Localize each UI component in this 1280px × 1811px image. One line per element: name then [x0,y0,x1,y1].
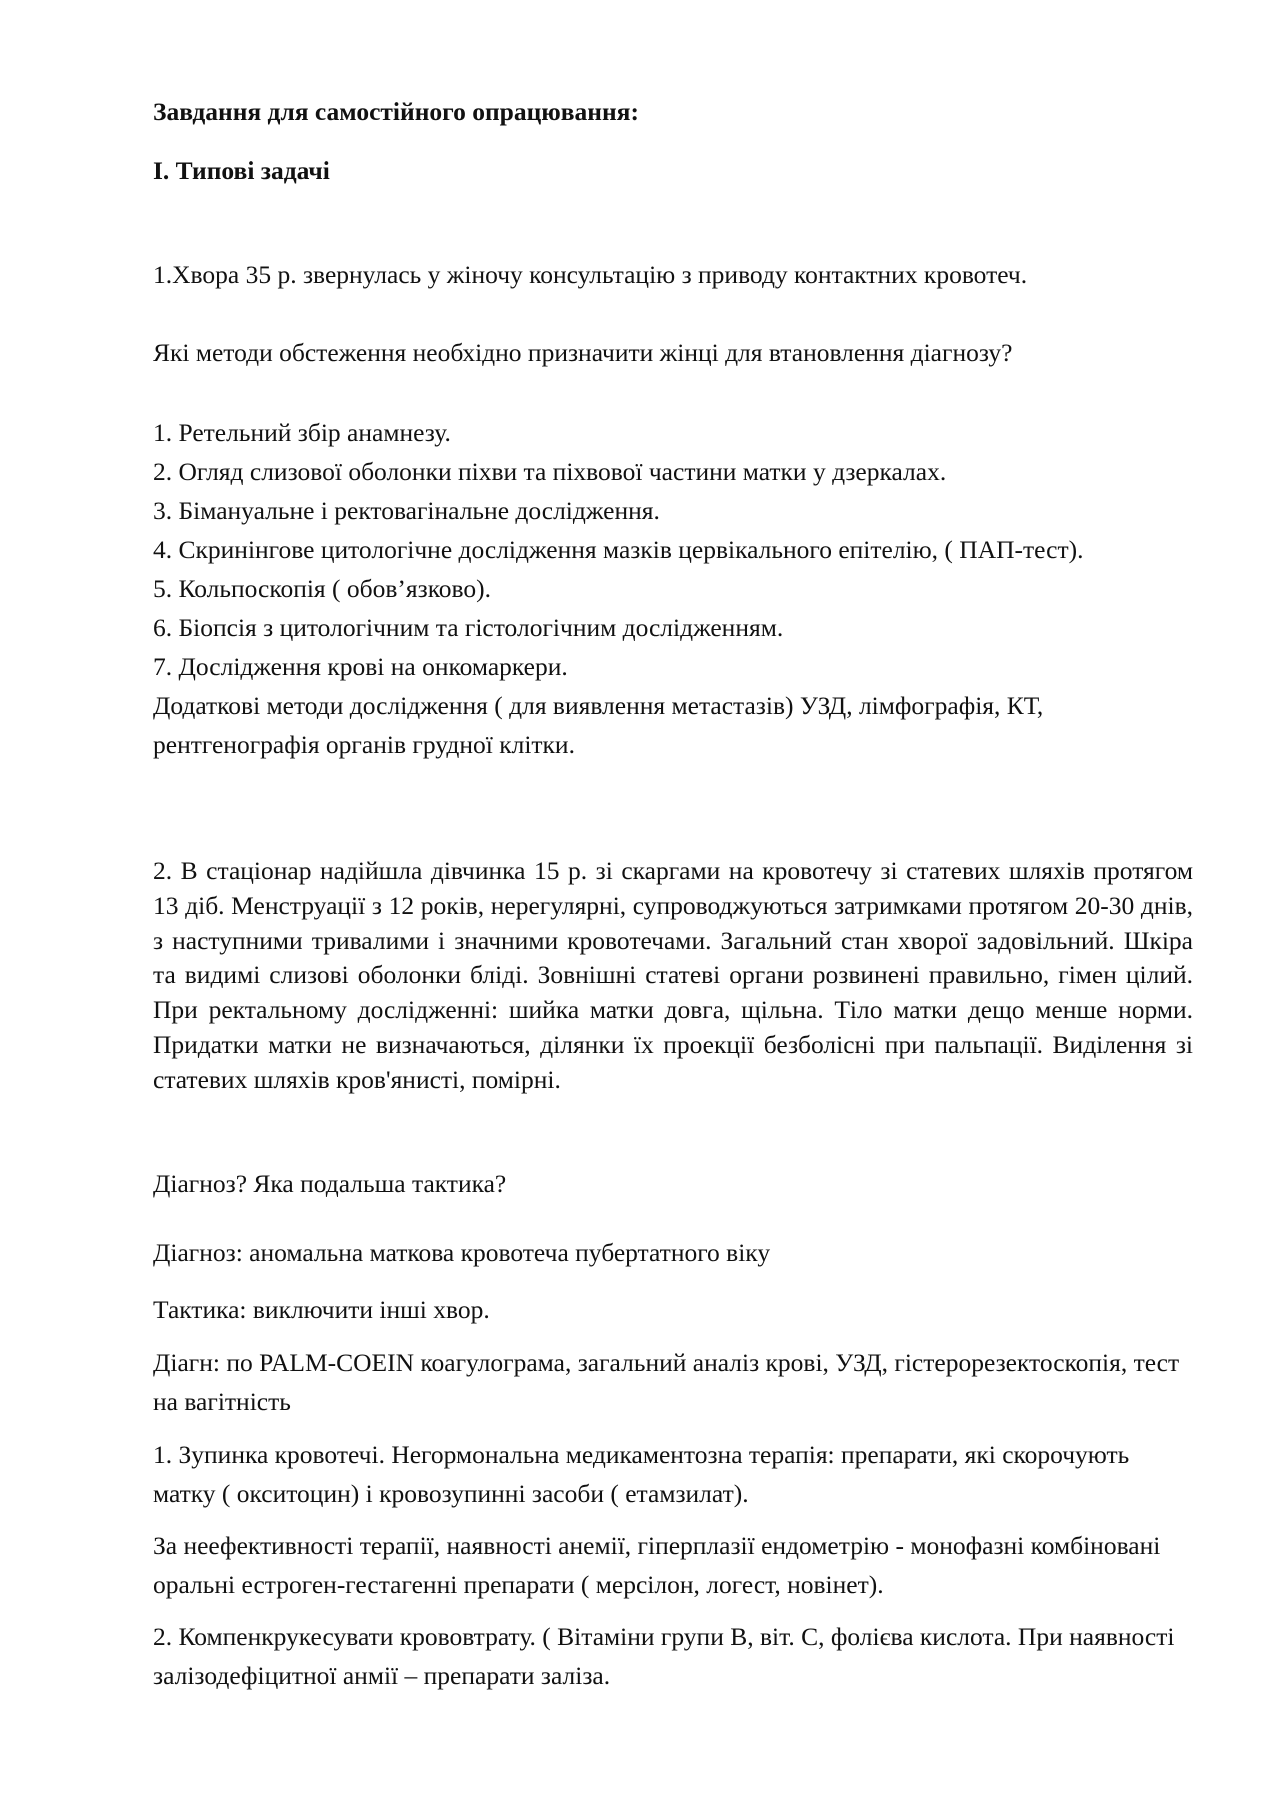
list-item: 5. Кольпоскопія ( обов’язково). [153,574,492,603]
list-item: 7. Дослідження крові на онкомаркери. [153,652,568,681]
task2-tactics: Тактика: виключити інші хвор. [153,1295,490,1324]
section-heading: I. Типові задачі [153,156,330,185]
task1-additional-methods: Додаткові методи дослідження ( для виявлення метастазів) УЗД, лімфографія, КТ, рентгенографія органів грудної клітки. [153,691,1044,759]
list-item: 2. Огляд слизової оболонки піхви та піхвової частини матки у дзеркалах. [153,457,947,486]
task1-answer-list [153,413,1193,764]
task2-statement: 2. В стаціонар надійшла дівчинка 15 р. зі скаргами на кровотечу зі статевих шляхів протягом 13 діб. Менструації з 12 років, нерегулярні, супроводжуються затримками протягом 20-30 днів, з наступними тривалими і значними кровотечами. Загальний стан хворої задовільний. Шкіра та видимі слизові оболонки бліді. Зовнішні статеві органи розвинені правильно, гімен цілий. При ректальному дослідженні: шийка матки довга, щільна. Тіло матки дещо менше норми. Придатки матки не визначаються, ділянки їх проекції безболісні при пальпації. Виділення зі статевих шляхів кров'янисті, помірні. [153,856,1193,1094]
task2-step2: 2. Компенкрукесувати крововтрату. ( Вітаміни групи В, віт. С, фолієва кислота. При наявності залізодефіцитної анмії – препарати заліза. [153,1622,1175,1690]
document-title: Завдання для самостійного опрацювання: [153,97,639,126]
task1-statement: 1.Хвора 35 р. звернулась у жіночу консультацію з приводу контактних кровотеч. [153,260,1028,289]
task2-ineffective-therapy: За неефективності терапії, наявності анемії, гіперплазії ендометрію - монофазні комбіновані оральні естроген-гестагенні препарати ( мерсілон, логест, новінет). [153,1531,1161,1599]
task2-diagnosis: Діагноз: аномальна маткова кровотеча пубертатного віку [153,1238,771,1267]
list-item: 4. Скринінгове цитологічне дослідження мазків цервікального епітелію, ( ПАП-тест). [153,535,1084,564]
document-page [153,0,1193,1811]
task1-question: Які методи обстеження необхідно призначити жінці для втановлення діагнозу? [153,338,1013,367]
task2-step1: 1. Зупинка кровотечі. Негормональна медикаментозна терапія: препарати, які скорочують матку ( окситоцин) і кровозупинні засоби ( етамзилат). [153,1440,1130,1508]
task2-question: Діагноз? Яка подальша тактика? [153,1169,507,1198]
list-item: 3. Бімануальне і ректовагінальне дослідження. [153,496,660,525]
list-item: 1. Ретельний збір анамнезу. [153,418,451,447]
task2-diagnostic-methods: Діагн: по PALM-COEIN коагулограма, загальний аналіз крові, УЗД, гістерорезектоскопія, тест на вагітність [153,1348,1180,1416]
list-item: 6. Біопсія з цитологічним та гістологічним дослідженням. [153,613,784,642]
